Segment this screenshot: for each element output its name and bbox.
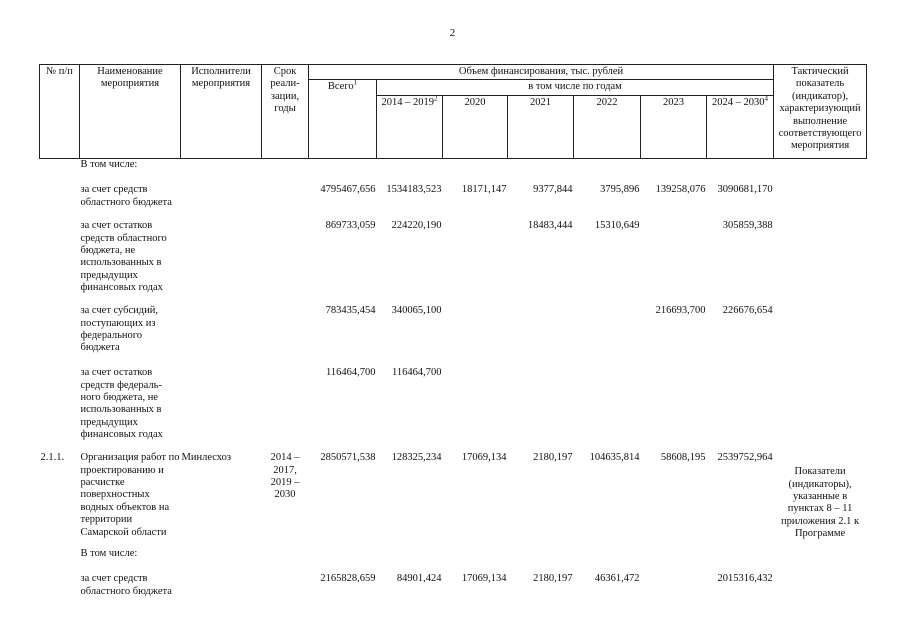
row-y4: 46361,472 <box>594 573 640 585</box>
table-row <box>40 367 867 452</box>
row-total: 2850571,538 <box>320 452 376 464</box>
row-indicator: Показатели (индикаторы), указанные в пунктах 8 – 11 приложения 2.1 к Программе <box>781 466 860 540</box>
row-total: 2165828,659 <box>320 573 376 585</box>
row-indicator <box>774 573 867 607</box>
row-y6 <box>707 548 774 573</box>
row-y5: 139258,076 <box>655 184 706 196</box>
row-no <box>40 158 80 184</box>
row-y4: 3795,896 <box>600 184 640 196</box>
row-name: за счет остатков средств областного бюджета, не использованных в предыдущих финансовых годах <box>80 220 167 294</box>
row-indicator <box>774 220 867 305</box>
row-y6: 3090681,170 <box>717 184 773 196</box>
row-y5 <box>641 548 707 573</box>
row-executor <box>181 367 262 452</box>
row-y3: 18483,444 <box>527 220 573 232</box>
row-y4 <box>574 367 641 452</box>
header-funding: Объем финансирования, тыс. рублей <box>309 65 774 80</box>
row-executor <box>181 220 262 305</box>
table-header <box>40 65 867 159</box>
header-year-2020: 2020 <box>443 95 508 158</box>
row-y3: 9377,844 <box>533 184 573 196</box>
row-no <box>40 548 80 573</box>
row-y2 <box>443 367 508 452</box>
header-year-2021: 2021 <box>508 95 574 158</box>
row-y1: 224220,190 <box>391 220 442 232</box>
row-y4 <box>574 158 641 184</box>
row-term <box>262 305 309 367</box>
row-y1: 1534183,523 <box>386 184 442 196</box>
header-executors: Исполнители мероприятия <box>181 65 262 159</box>
row-executor <box>181 573 262 607</box>
row-name: за счет средств областного бюджета <box>80 573 172 597</box>
row-y5 <box>641 220 707 305</box>
row-y5: 216693,700 <box>655 305 706 317</box>
funding-table <box>39 64 867 607</box>
row-y6: 2539752,964 <box>717 452 773 464</box>
row-executor <box>181 158 262 184</box>
table-row <box>40 452 867 548</box>
row-indicator <box>774 184 867 220</box>
row-y2 <box>443 305 508 367</box>
row-y2 <box>443 158 508 184</box>
row-y1: 128325,234 <box>391 452 442 464</box>
row-y5: 58608,195 <box>660 452 706 464</box>
row-y3: 2180,197 <box>533 573 573 585</box>
row-y2: 17069,134 <box>461 452 507 464</box>
row-y6: 305859,388 <box>722 220 773 232</box>
row-total <box>309 548 377 573</box>
row-y4: 104635,814 <box>589 452 640 464</box>
row-no <box>40 220 80 305</box>
row-name: В том числе: <box>80 548 138 560</box>
row-term: 2014 – 2017, 2019 – 2030 <box>270 452 300 501</box>
row-total: 783435,454 <box>325 305 376 317</box>
row-y3 <box>508 158 574 184</box>
row-y1: 116464,700 <box>392 367 442 379</box>
row-indicator <box>774 367 867 452</box>
row-y5 <box>641 158 707 184</box>
page-number: 2 <box>449 27 456 39</box>
row-y6 <box>707 367 774 452</box>
row-name: за счет средств областного бюджета <box>80 184 172 208</box>
row-term <box>262 367 309 452</box>
row-executor <box>181 184 262 220</box>
row-executor: Минлесхоз <box>181 452 232 464</box>
header-year-2022: 2022 <box>574 95 641 158</box>
row-no: 2.1.1. <box>40 452 65 464</box>
row-y2 <box>443 548 508 573</box>
row-term <box>262 548 309 573</box>
row-y4: 15310,649 <box>594 220 640 232</box>
row-y2 <box>443 220 508 305</box>
row-total: 869733,059 <box>325 220 376 232</box>
row-no <box>40 573 80 607</box>
row-name: за счет субсидий, поступающих из федерального бюджета <box>80 305 158 354</box>
row-y1 <box>377 548 443 573</box>
header-year-2014-2019: 2014 – 2019$^2$ <box>377 95 443 158</box>
row-term <box>262 573 309 607</box>
row-y3 <box>508 367 574 452</box>
row-y1 <box>377 158 443 184</box>
table-row <box>40 548 867 573</box>
row-y6: 2015316,432 <box>717 573 773 585</box>
row-name: за счет остатков средств федераль-ного бюджета, не использованных в предыдущих финансовых годах <box>80 367 163 441</box>
row-y5 <box>641 367 707 452</box>
row-y3 <box>508 305 574 367</box>
row-y4 <box>574 548 641 573</box>
row-executor <box>181 305 262 367</box>
header-term: Срок реали-зации, годы <box>262 65 309 159</box>
row-y1: 84901,424 <box>396 573 442 585</box>
header-year-2023: 2023 <box>641 95 707 158</box>
row-indicator <box>774 548 867 573</box>
row-indicator <box>774 305 867 367</box>
row-y6 <box>707 158 774 184</box>
row-term <box>262 220 309 305</box>
row-no <box>40 305 80 367</box>
header-no: № п/п <box>40 65 80 159</box>
table-body <box>40 158 867 607</box>
header-year-2024-2030: 2024 – 2030$^4$ <box>707 95 774 158</box>
header-by-years: в том числе по годам <box>377 80 774 95</box>
table-row <box>40 305 867 367</box>
row-total: 116464,700 <box>326 367 376 379</box>
row-executor <box>181 548 262 573</box>
row-name: Организация работ по проектированию и расчистке поверхностных водных объектов на территории Самарской области <box>80 452 180 538</box>
table-row <box>40 573 867 607</box>
table-row <box>40 220 867 305</box>
table-row <box>40 184 867 220</box>
row-y6: 226676,654 <box>722 305 773 317</box>
row-y3 <box>508 548 574 573</box>
row-term <box>262 158 309 184</box>
row-name: В том числе: <box>80 158 138 170</box>
row-term <box>262 184 309 220</box>
row-y5 <box>641 573 707 607</box>
table-row <box>40 158 867 184</box>
row-total <box>309 158 377 184</box>
row-no <box>40 184 80 220</box>
row-y2: 17069,134 <box>461 573 507 585</box>
header-name: Наименование мероприятия <box>80 65 181 159</box>
row-y2: 18171,147 <box>461 184 507 196</box>
row-y3: 2180,197 <box>533 452 573 464</box>
header-total: Всего$^1$ <box>309 80 377 158</box>
row-no <box>40 367 80 452</box>
row-y4 <box>574 305 641 367</box>
row-total: 4795467,656 <box>320 184 376 196</box>
row-y1: 340065,100 <box>391 305 442 317</box>
header-indicator: Тактический показатель (индикатор), характеризующий выполнение соответствующего мероприятия <box>774 65 867 159</box>
row-indicator <box>774 158 867 184</box>
